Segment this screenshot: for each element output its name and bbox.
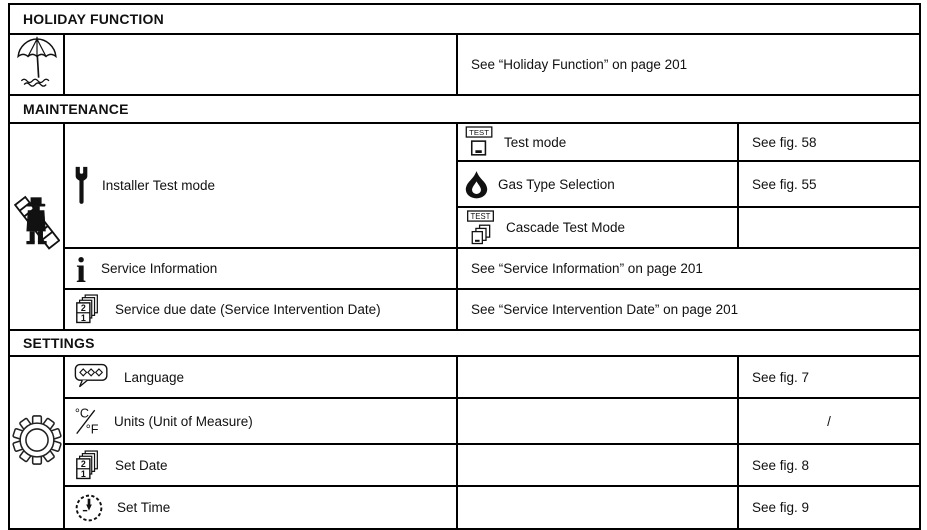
gas-drop-icon (464, 170, 489, 199)
set-date-mid-cell (457, 444, 738, 486)
gas-type-ref-cell: See fig. 55 (738, 161, 920, 207)
test-mode-icon (464, 126, 495, 159)
language-mid-cell (457, 356, 738, 398)
set-date-ref-cell: See fig. 8 (738, 444, 920, 486)
language-ref-cell: See fig. 7 (738, 356, 920, 398)
service-due-date-label: Service due date (Service Intervention Date) (115, 302, 381, 317)
set-time-cell (64, 486, 457, 529)
clock-icon (74, 493, 104, 523)
settings-group-icon-cell (9, 356, 64, 529)
gas-type-cell (457, 161, 738, 207)
svg-text:1: 1 (80, 468, 86, 479)
section-header-settings: SETTINGS (9, 330, 920, 356)
cascade-test-cell (457, 207, 738, 248)
service-information-ref-cell: See “Service Information” on page 201 (457, 248, 920, 289)
units-cell (64, 398, 457, 444)
section-header-holiday-function: HOLIDAY FUNCTION (9, 4, 920, 34)
test-mode-ref-cell: See fig. 58 (738, 123, 920, 161)
installer-test-mode-cell (64, 123, 457, 248)
units-cf-icon (74, 405, 101, 437)
holiday-icon-cell (9, 34, 64, 95)
set-time-ref-cell: See fig. 9 (738, 486, 920, 529)
language-cell (64, 356, 457, 398)
section-header-maintenance: MAINTENANCE (9, 95, 920, 123)
service-due-date-ref-cell: See “Service Intervention Date” on page 201 (457, 289, 920, 330)
chimney-sweep-icon (14, 194, 60, 254)
test-mode-label: Test mode (504, 134, 567, 150)
menu-structure-table (8, 3, 921, 530)
calendar-icon (74, 450, 102, 481)
cascade-test-label: Cascade Test Mode (506, 220, 626, 235)
svg-text:TEST: TEST (470, 211, 491, 221)
language-bubble-icon (74, 363, 111, 391)
calendar-icon (74, 294, 102, 325)
svg-text:TEST: TEST (469, 127, 489, 137)
service-information-cell (64, 248, 457, 289)
set-date-cell (64, 444, 457, 486)
holiday-ref-cell: See “Holiday Function” on page 201 (457, 34, 920, 95)
svg-text:i: i (75, 252, 87, 285)
test-mode-cell (457, 123, 738, 161)
set-time-mid-cell (457, 486, 738, 529)
svg-text:1: 1 (80, 312, 86, 323)
maintenance-group-icon-cell (9, 123, 64, 330)
gear-icon (11, 414, 63, 466)
cascade-test-icon (464, 210, 497, 245)
info-icon (74, 253, 88, 285)
holiday-empty-cell (64, 34, 457, 95)
svg-text:2: 2 (80, 458, 86, 469)
language-label: Language (124, 369, 185, 385)
beach-umbrella-icon (14, 35, 60, 89)
service-due-date-cell (64, 289, 457, 330)
service-information-label: Service Information (101, 261, 218, 276)
units-mid-cell (457, 398, 738, 444)
svg-text:2: 2 (80, 303, 86, 314)
set-time-label: Set Time (117, 500, 171, 515)
installer-test-mode-label: Installer Test mode (102, 178, 216, 193)
gas-type-label: Gas Type Selection (498, 176, 615, 192)
cascade-test-ref-cell (738, 207, 920, 248)
wrench-icon (74, 163, 89, 209)
svg-text:°C: °C (74, 406, 90, 421)
units-ref-cell: / (738, 398, 920, 444)
units-label: Units (Unit of Measure) (114, 413, 253, 429)
svg-text:°F: °F (85, 422, 99, 437)
set-date-label: Set Date (115, 457, 168, 473)
